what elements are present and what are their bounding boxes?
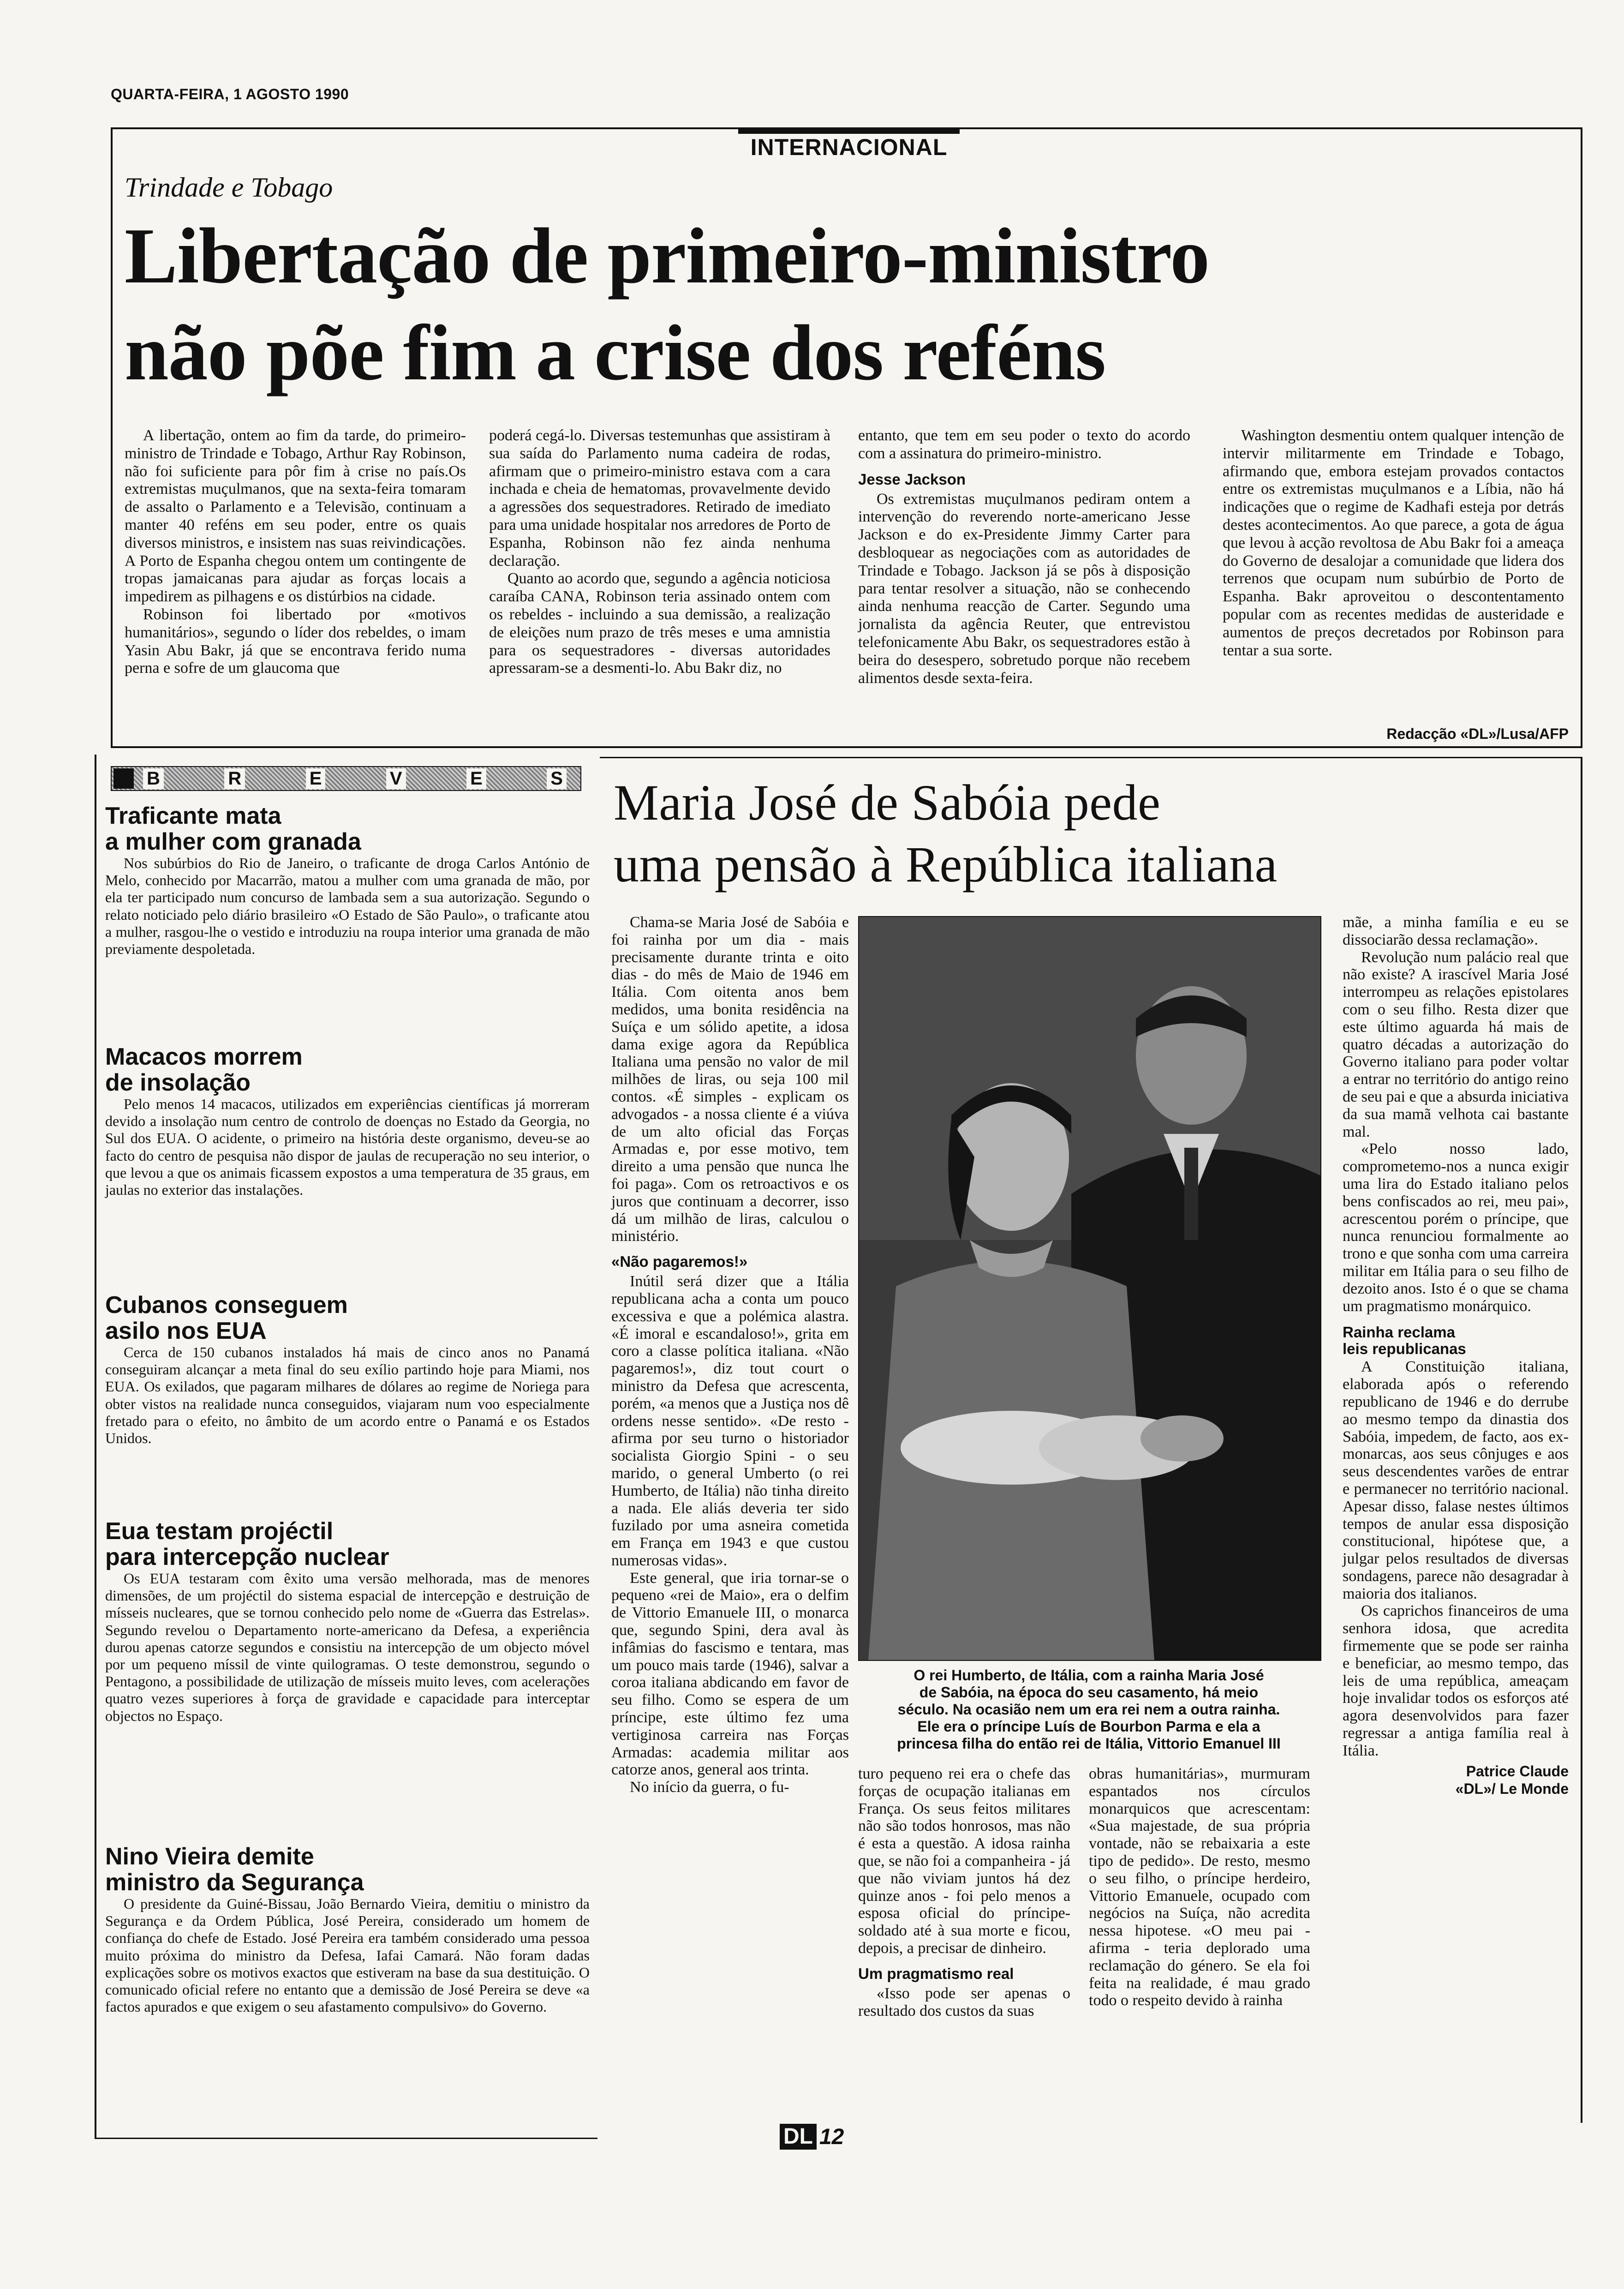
breves-title [105,1292,590,1344]
breves-text: O presidente da Guiné-Bissau, João Bernardo Vieira, demitiu o ministro da Segurança e da Ordem Pública, José Pereira, considerado um homem de confiança do chefe de Estado. José Pereira era também considerado uma pessoa muito próxima do ministro da Defesa, Iafai Camará. Não foram dadas explicações sobre os motivos exactos que estiveram na base da sua destituição. O comunicado oficial refere no entanto que a demissão de José Pereira se deve «a factos apurados e que exigem o seu afastamento compulsivo» do Governo. [105,1895,590,2015]
feature-subhead: Um pragmatismo real [858,1965,1014,1982]
breves-title-line: Eua testam projéctil [105,1518,334,1545]
breves-text: Nos subúrbios do Rio de Janeiro, o traficante de droga Carlos António de Melo, conhecido por Macarrão, matou a mulher com uma granada de mão, por ela ter participado num concurso de lambada sem a sua autorização. Segundo o relato noticiado pelo diário brasileiro «O Estado de São Paulo», o traficante atou a mulher, rasgou-lhe o vestido e introduziu na roupa interior uma granada de mão previamente despoletada. [105,855,590,958]
feature-subhead-line: Rainha reclama [1343,1324,1455,1341]
feature-middle-column [858,1765,1070,2019]
lead-column-1 [125,427,466,677]
lead-paragraph: entanto, que tem em seu poder o texto do acordo com a assinatura do primeiro-ministro. [858,427,1190,462]
section-label: INTERNACIONAL [750,134,948,160]
lead-column-2 [489,427,830,677]
feature-left-column [611,914,849,1796]
breves-title-line: a mulher com granada [105,828,361,855]
lead-paragraph: Washington desmentiu ontem qualquer intenção de intervir militarmente em Trindade e Tobago, afirmando que, embora estejam provados contactos entre os extremistas muçulmanos e a Líbia, não há indicações que o regime de Kadhafi esteja por detrás destes acontecimentos. Ao que parece, a gota de água que levou à acção revoltosa de Abu Bakr foi a ameaça do Governo de desalojar a comunidade que lidera dos terrenos que ocupam num subúrbio de Porto de Espanha. Bakr aproveitou o descontentamento popular com as recentes medidas de austeridade e aumentos de preços decretados por Robinson para tentar a sua sorte. [1223,427,1564,659]
breves-item [105,1844,590,2015]
lead-paragraph: poderá cegá-lo. Diversas testemunhas que assistiram à sua saída do Parlamento numa cadeira de rodas, afirmam que o primeiro-ministro estava com a cara inchada e cheia de hematomas, provavelmente devido a agressões dos sequestradores. Retirado de imediato para uma unidade hospitalar nos arredores de Porto de Espanha, Robinson não fez ainda nenhuma declaração. [489,427,830,569]
feature-paragraph: Os caprichos financeiros de uma senhora idosa, que acredita firmemente que se pode ser rainha e beneficiar, ao mesmo tempo, das leis de uma república, ameaçam hoje invalidar todos os esforços até agora desenvolvidos para fazer regressar a antiga família real à Itália. [1343,1602,1569,1759]
page-footer-logo [780,2123,886,2151]
breves-text: Cerca de 150 cubanos instalados há mais de cinco anos no Panamá conseguiram alcançar a meta final do seu exílio partindo hoje para Miami, nos EUA. Os exilados, que pagaram milhares de dólares ao regime de Noriega para obter vistos na realidade nunca conseguidos, viajaram num voo especialmente fretado para o efeito, no âmbito de um acordo entre o Panamá e os Estados Unidos. [105,1344,590,1447]
breves-letter: R [224,768,245,789]
breves-banner [111,766,581,791]
feature-paragraph: Este general, que iria tornar-se o pequeno «rei de Maio», era o delfim de Vittorio Emanuele III, o monarca que, segundo Spini, dera aval às infâmias do fascismo e tentara, mas um pouco mais tarde (1946), salvar a coroa italiana abdicando em favor de seu filho. Como se espera de um príncipe, este último fez uma vertiginosa carreira nas Forças Armadas: academia militar aos catorze anos, general aos trinta. [611,1569,849,1779]
page-number: 12 [819,2124,844,2149]
feature-paragraph: Revolução num palácio real que não existe? A irascível Maria José interrompeu as relações epistolares com o seu filho. Resta dizer que este último aguarda há mais de quatro décadas a autorização do Governo italiano para poder voltar a entrar no território do antigo reino de seu pai e que a absurda iniciativa da sua mamã velhota cai bastante mal. [1343,948,1569,1140]
lead-paragraph: Robinson foi libertado por «motivos humanitários», segundo o líder dos rebeldes, o imam Yasin Abu Bakr, já que se encontrava ferido numa perna e sofre de um glaucoma que [125,605,466,677]
feature-headline [614,772,1573,895]
feature-byline-line: «DL»/ Le Monde [1455,1780,1569,1797]
lead-headline [125,208,1555,401]
feature-right-column [1343,914,1569,1798]
breves-title [105,1044,590,1096]
feature-subhead-line: leis republicanas [1343,1340,1466,1358]
feature-paragraph: obras humanitárias», murmuram espantados nos círculos monarquicos que acrescentam: «Sua majestade, de sua própria vontade, não se rebaixaria a este tipo de pedido». De resto, mesmo o seu filho, o príncipe herdeiro, Vittorio Emanuele, ocupado com negócios na Suíça, não acredita nessa hipotese. «O meu pai - afirma - teria deplorado uma reclamação do género. Se ela foi feita na realidade, é mau grado todo o respeito devido à rainha [1089,1765,1310,2009]
feature-headline-line-1: Maria José de Sabóia pede [614,774,1161,831]
newspaper-logo: DL [780,2124,817,2150]
breves-title-line: de insolação [105,1069,251,1096]
feature-paragraph: Inútil será dizer que a Itália republicana acha a conta um pouco excessiva e que a polémica alastra. «É imoral e escandaloso!», grita em coro a classe política italiana. «Não pagaremos!», diz tout court o ministro da Defesa que acrescenta, porém, «a menos que a Justiça nos dê ordens nesse sentido». «De resto - afirma por seu turno o historiador socialista Giorgio Spini - o seu marido, o general Umberto (o rei Humberto, de Itália) não tinha direito a nada. Ele aliás deveria ter sido fuzilado por uma asneira cometida em França em 1943 e que custou numerosas vidas». [611,1273,849,1569]
breves-letter: E [306,768,326,789]
breves-title-line: Nino Vieira demite [105,1843,314,1870]
breves-title [105,1518,590,1570]
feature-byline-line: Patrice Claude [1466,1762,1569,1780]
caption-line: século. Na ocasião nem um era rei nem a outra rainha. [897,1701,1280,1718]
lead-headline-line-1: Libertação de primeiro-ministro [125,212,1210,300]
breves-title-line: ministro da Segurança [105,1869,364,1896]
breves-title [105,803,590,855]
feature-paragraph: «Isso pode ser apenas o resultado dos custos da suas [858,1984,1070,2019]
feature-paragraph: «Pelo nosso lado, comprometemo-nos a nunca exigir uma lira do Estado italiano pelos bens confiscados ao rei, meu pai», acrescentou porém o príncipe, que nunca renunciou formalmente ao trono e que sonha com uma carreira militar em Itália para o seu filho de dezoito anos. Isto é o que se chama um pragmatismo monárquico. [1343,1140,1569,1315]
breves-title-line: Cubanos conseguem [105,1292,348,1318]
feature-subhead [1343,1324,1569,1357]
lead-column-4 [1223,427,1564,659]
breves-letters [143,768,580,789]
photo-caption [849,1667,1329,1752]
lead-byline: Redacção «DL»/Lusa/AFP [1386,725,1569,742]
breves-item [105,1518,590,1725]
lead-kicker: Trindade e Tobago [125,172,333,203]
lead-subhead: Jesse Jackson [858,470,966,488]
breves-square-icon [113,768,134,789]
feature-headline-line-2: uma pensão à República italiana [614,836,1278,893]
breves-letter: B [143,768,164,789]
lead-paragraph: A libertação, ontem ao fim da tarde, do primeiro-ministro de Trindade e Tobago, Arthur Ray Robinson, não foi suficiente para pôr fim à crise no país.Os extremistas muçulmanos, que na sexta-feira tomaram de assalto o Parlamento e a Televisão, continuam a manter 40 reféns em seu poder, entre os quais diversos ministros, e insistem nas suas reivindicações. A Porto de Espanha chegou ontem um contingente de tropas jamaicanas para ajudar as forças locais a impedirem as pilhagens e os distúrbios na cidade. [125,427,466,605]
breves-title-line: Traficante mata [105,803,281,829]
breves-letter: E [466,768,486,789]
breves-text: Pelo menos 14 macacos, utilizados em experiências científicas já morreram devido a insolação num centro de controlo de doenças no Estado da Georgia, no Sul dos EUA. O acidente, o primeiro na história deste organismo, deveu-se ao facto do centro de pesquisa não dispor de jaulas de recuperação no seu interior, o que levou a que os animais ficassem expostos a uma temperatura de 35 graus, em jaulas no exterior das instalações. [105,1096,590,1198]
feature-paragraph: A Constituição italiana, elaborada após o referendo republicano de 1946 e do derrube ao mesmo tempo da dinastia dos Sabóia, impedem, de facto, aos ex-monarcas, aos seus cônjuges e aos seus descendentes varões de entrar e permanecer no território nacional. Apesar disso, falase nestes últimos tempos de anular essa disposição constitucional, hipótese que, a julgar pelos resultados de diversas sondagens, parece não desagradar à maioria dos italianos. [1343,1358,1569,1602]
feature-middle-column-2 [1089,1765,1310,2009]
feature-paragraph: turo pequeno rei era o chefe das forças de ocupação italianas em França. Os seus feitos militares não são todos honrosos, mas não é esta a questão. A idosa rainha que, se não foi a companheira - já que não viviam juntos há dez quinze anos - foi pelo menos a esposa oficial do príncipe-soldado até à sua morte e ficou, depois, a precisar de dinheiro. [858,1765,1070,1957]
caption-line: de Sabóia, na época do seu casamento, há meio [919,1684,1259,1701]
breves-letter: V [386,768,406,789]
breves-title-line: Macacos morrem [105,1043,303,1070]
caption-line: princesa filha do então rei de Itália, Vittorio Emanuel III [897,1735,1281,1752]
breves-text: Os EUA testaram com êxito uma versão melhorada, mas de menores dimensões, de um projéctil do sistema espacial de intercepção e destruição de mísseis nucleares, que se tornou conhecido pelo nome de «Guerra das Estrelas». Segundo revelou o Departamento norte-americano da Defesa, a experiência durou apenas catorze segundos e consistiu na intercepção de um objecto móvel por um pequeno míssil de vinte quilogramas. O teste demonstrou, segundo o Pentagono, a possibilidade de utilização de mísseis muito leves, com acelerações quatro vezes superiores à força de gravidade e capacidade para interceptar objectos no Espaço. [105,1570,590,1724]
portrait-illustration [859,917,1320,1660]
feature-paragraph: Chama-se Maria José de Sabóia e foi rainha por um dia - mais precisamente durante trinta e oito dias - do mês de Maio de 1946 em Itália. Com oitenta anos bem medidos, uma bonita residência na Suíça e um sólido apetite, a idosa dama exige agora da República Italiana uma pensão no valor de mil milhões de liras, ou seja 100 mil contos. «É simples - explicam os advogados - a nossa cliente é a viúva de um alto oficial das Forças Armadas e, por esse motivo, tem direito a uma pensão que nunca lhe foi paga». Com os retroactivos e os juros que continuam a decorrer, isso dá um milhão de liras, calculou o ministério. [611,914,849,1245]
lead-column-3 [858,427,1190,687]
breves-item [105,1292,590,1447]
caption-line: Ele era o príncipe Luís de Bourbon Parma e ela a [917,1718,1260,1735]
lead-paragraph: Quanto ao acordo que, segundo a agência noticiosa caraíba CANA, Robinson teria assinado ontem com os rebeldes - incluindo a sua demissão, a realização de eleições num prazo de três meses e uma amnistia para os sequestradores - diversas autoridades apressaram-se a desmenti-lo. Abu Bakr diz, no [489,570,830,677]
caption-line: O rei Humberto, de Itália, com a rainha Maria José [914,1667,1264,1684]
breves-title-line: para intercepção nuclear [105,1544,389,1570]
breves-title [105,1844,590,1895]
breves-item [105,1044,590,1198]
breves-letter: S [547,768,567,789]
breves-title-line: asilo nos EUA [105,1318,267,1344]
breves-item [105,803,590,958]
feature-subhead: «Não pagaremos!» [611,1253,748,1270]
feature-byline [1343,1762,1569,1798]
royal-couple-photo [858,916,1321,1661]
feature-paragraph: No início da guerra, o fu- [630,1779,789,1796]
feature-paragraph: mãe, a minha família e eu se dissociarão dessa reclamação». [1343,914,1569,948]
lead-paragraph: Os extremistas muçulmanos pediram ontem a intervenção do reverendo norte-americano Jesse Jackson e do ex-Presidente Jimmy Carter para desbloquear as negociações com as autoridades de Trindade e Tobago. Jackson já se pôs à disposição para tentar resolver a situação, não se conhecendo ainda nenhuma reacção de Carter. Segundo uma jornalista da agência Reuter, que entrevistou telefonicamente Abu Bakr, os sequestradores estão à beira do desespero, sobretudo porque não recebem alimentos desde sexta-feira. [858,490,1190,687]
lead-headline-line-2: não põe fim a crise dos reféns [125,309,1106,397]
dateline: QUARTA-FEIRA, 1 AGOSTO 1990 [111,86,349,102]
